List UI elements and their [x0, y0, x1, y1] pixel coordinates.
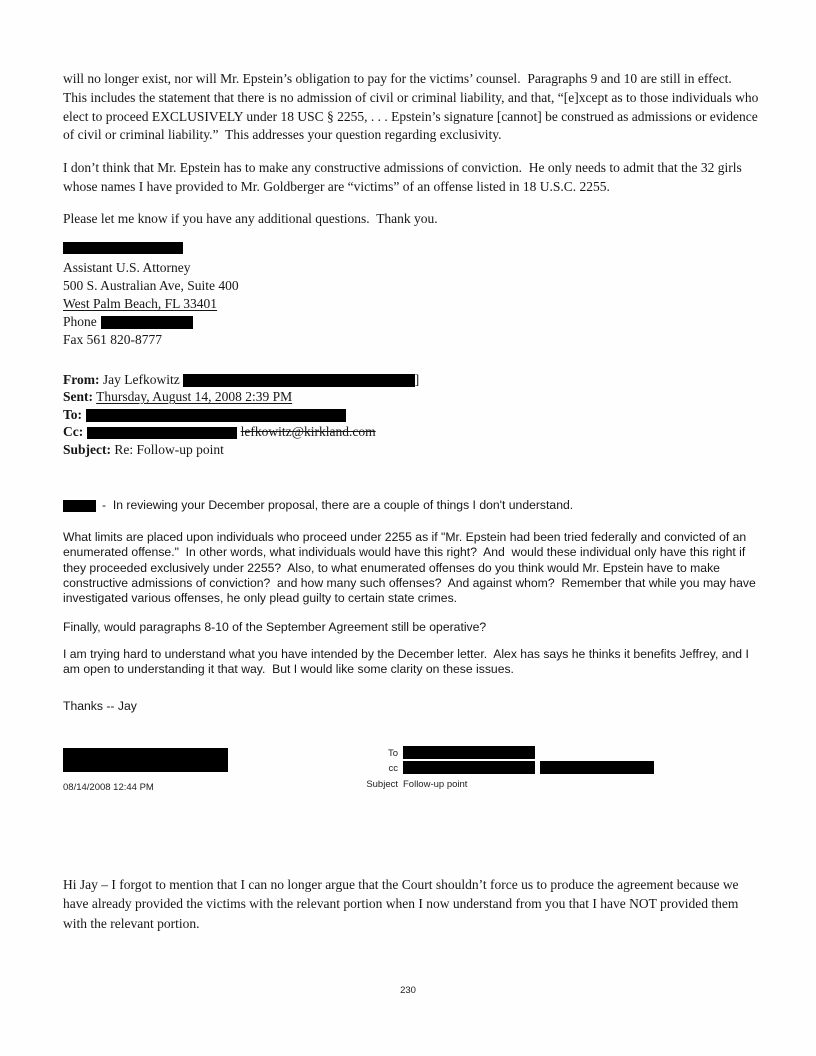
redaction-bar [87, 427, 237, 440]
bottom-email [63, 875, 760, 933]
cc-label: Cc: [63, 424, 84, 440]
to-label: To [387, 748, 398, 760]
quoted-email-body [63, 498, 760, 714]
signature-address-line2: West Palm Beach, FL 33401 [63, 295, 218, 311]
header-to-line [63, 406, 760, 424]
email-body-paragraph: Finally, would paragraphs 8-10 of the September Agreement still be operative? [63, 620, 487, 635]
email-body-paragraph: I am trying hard to understand what you have intended by the December letter. Alex has says he thinks it benefits Jeffrey, and I am open to understanding it that way. But I would like some clarity on these issues. [63, 646, 753, 676]
redaction-bar [101, 316, 193, 329]
email-body-paragraph: Hi Jay – I forgot to mention that I can no longer argue that the Court shouldn’t force us to produce the agreement because we have already provided the victims with the relevant portion when I now understand from you that I have NOT provided them with the relevant portion. [63, 877, 742, 931]
message-timestamp: 08/14/2008 12:44 PM [63, 782, 154, 794]
signature-block [63, 241, 760, 349]
signature-fax-line: Fax 561 820-8777 [63, 331, 162, 347]
cc-visible-address: lefkowitz@kirkland.com [240, 424, 376, 440]
redaction-bar [63, 500, 96, 512]
from-value: Jay Lefkowitz [102, 371, 180, 387]
signature-name-line [63, 241, 760, 259]
redaction-bar [183, 374, 415, 387]
page-content [63, 70, 760, 933]
redaction-bar [63, 748, 228, 772]
redaction-bar [63, 242, 183, 254]
subject-value: Re: Follow-up point [114, 441, 224, 457]
signature-phone-line [63, 313, 760, 331]
signature-title: Assistant U.S. Attorney [63, 259, 191, 275]
redaction-bar [403, 761, 535, 774]
to-label: To: [63, 406, 83, 422]
quoted-email-header [63, 371, 760, 459]
email-closing: Thanks -- Jay [63, 698, 137, 713]
header-subject-line [63, 441, 760, 459]
email-body-intro-line [63, 498, 760, 513]
header-sent-line [63, 388, 760, 406]
inner-message-header [63, 748, 760, 803]
email-body-paragraph: What limits are placed upon individuals who proceed under 2255 as if "Mr. Epstein had been tried federally and convicted of an enumerated offense." In other words, what individuals would have this right? And would these individual only have this right if they proceeded exclusively under 2255? Also, to what enumerated offenses do you think would Mr. Epstein have to make constructive admissions of conviction? and how many such offenses? And against whom? Remember that while you may have investigated various offenses, he only plead guilty to certain state crimes. [63, 530, 760, 606]
email-body-paragraph: Please let me know if you have any additional questions. Thank you. [63, 210, 438, 226]
redaction-bar [540, 761, 654, 774]
from-label: From: [63, 371, 100, 387]
sent-label: Sent: [63, 389, 93, 405]
header-from-line [63, 371, 760, 389]
subject-label: Subject [366, 779, 398, 791]
intro-text: - In reviewing your December proposal, there are a couple of things I don't understand. [102, 498, 574, 513]
phone-label: Phone [63, 313, 97, 329]
signature-address-line1: 500 S. Australian Ave, Suite 400 [63, 277, 239, 293]
page-number: 230 [400, 985, 416, 996]
redaction-bar [403, 746, 535, 759]
subject-label: Subject: [63, 441, 111, 457]
header-cc-line [63, 423, 760, 441]
cc-label: cc [388, 763, 398, 775]
email-body-paragraph: I don’t think that Mr. Epstein has to make any constructive admissions of conviction. He only needs to admit that the 32 girls whose names I have provided to Mr. Goldberger are “victims” of an offense listed in 18 U.S.C. 2255. [63, 160, 746, 194]
redaction-bar [86, 409, 346, 422]
subject-value: Follow-up point [403, 779, 468, 791]
email-body-paragraph: will no longer exist, nor will Mr. Epstein’s obligation to pay for the victims’ counsel. Paragraphs 9 and 10 are still in effect. This includes the statement that there is no admission of civil or criminal liability, and that, “[e]xcept as to those individuals who elect to proceed EXCLUSIVELY under 18 USC § 2255, . . . Epstein’s signature [cannot] be construed as admissions or evidence of civil or criminal liability.” This addresses your question regarding exclusivity. [63, 71, 762, 143]
sent-value: Thursday, August 14, 2008 2:39 PM [96, 389, 293, 405]
from-bracket: ] [414, 371, 420, 387]
